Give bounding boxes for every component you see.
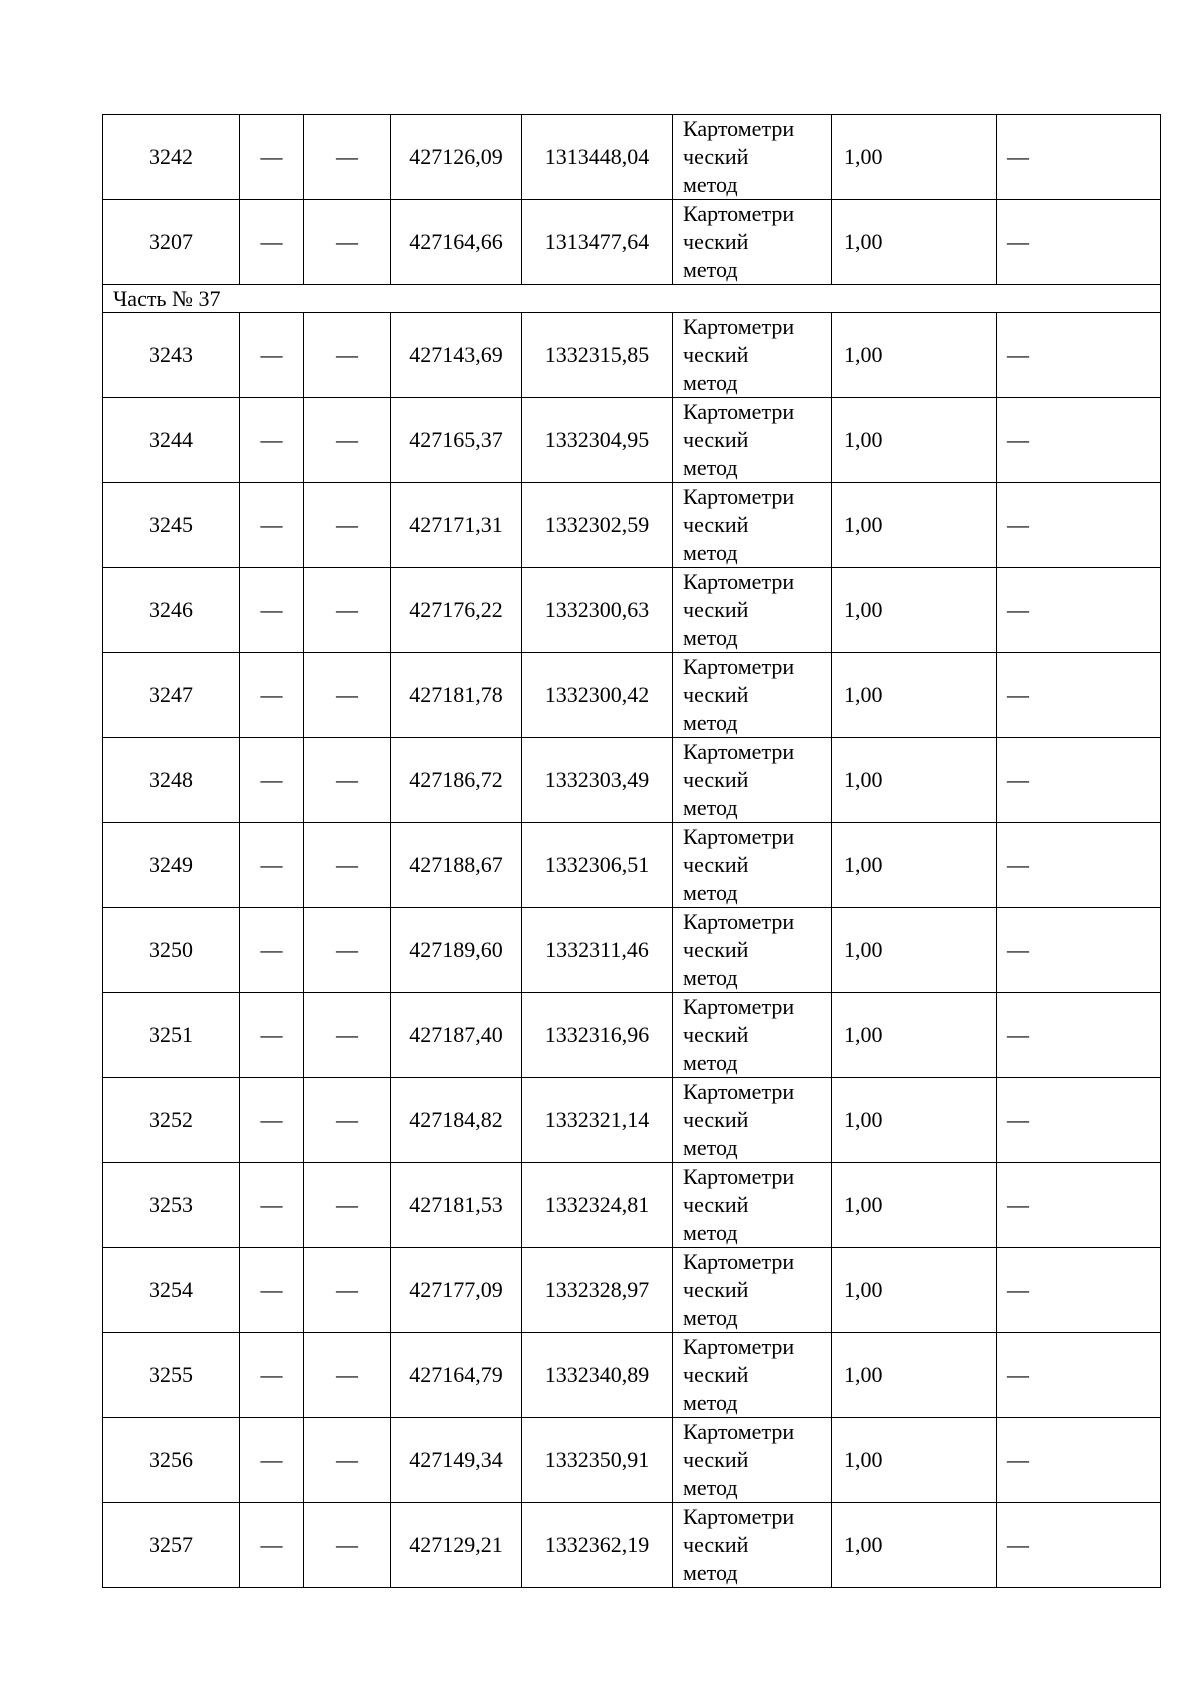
x-coordinate-cell: 427143,69 (391, 313, 522, 398)
table-row (103, 313, 1161, 398)
accuracy-cell: 1,00 (832, 993, 997, 1078)
method-cell (673, 738, 832, 823)
point-number-cell: 3243 (103, 313, 240, 398)
y-coordinate-cell: 1332300,63 (522, 568, 673, 653)
x-coordinate-cell: 427126,09 (391, 115, 522, 200)
point-number-cell: 3253 (103, 1163, 240, 1248)
accuracy-cell: 1,00 (832, 1248, 997, 1333)
y-coordinate-cell: 1332311,46 (522, 908, 673, 993)
method-cell (673, 1418, 832, 1503)
method-cell (673, 653, 832, 738)
method-text: Картометри ческий метод (683, 654, 795, 735)
accuracy-cell: 1,00 (832, 1503, 997, 1588)
point-number-cell: 3256 (103, 1418, 240, 1503)
point-number-cell: 3246 (103, 568, 240, 653)
method-cell (673, 993, 832, 1078)
empty-value-cell: — (304, 1418, 391, 1503)
empty-value-cell: — (240, 908, 304, 993)
x-coordinate-cell: 427164,66 (391, 200, 522, 285)
empty-value-cell: — (997, 568, 1161, 653)
method-text: Картометри ческий метод (683, 824, 795, 905)
table-row (103, 993, 1161, 1078)
y-coordinate-cell: 1332316,96 (522, 993, 673, 1078)
empty-value-cell: — (997, 738, 1161, 823)
empty-value-cell: — (240, 823, 304, 908)
point-number-cell: 3255 (103, 1333, 240, 1418)
method-text: Картометри ческий метод (683, 994, 795, 1075)
empty-value-cell: — (304, 568, 391, 653)
method-cell (673, 398, 832, 483)
table-row (103, 483, 1161, 568)
empty-value-cell: — (304, 1503, 391, 1588)
empty-value-cell: — (304, 115, 391, 200)
accuracy-cell: 1,00 (832, 313, 997, 398)
y-coordinate-cell: 1332328,97 (522, 1248, 673, 1333)
section-label: Часть № 37 (103, 285, 1161, 313)
accuracy-cell: 1,00 (832, 738, 997, 823)
y-coordinate-cell: 1332315,85 (522, 313, 673, 398)
y-coordinate-cell: 1332306,51 (522, 823, 673, 908)
empty-value-cell: — (240, 313, 304, 398)
empty-value-cell: — (997, 908, 1161, 993)
point-number-cell: 3247 (103, 653, 240, 738)
method-text: Картометри ческий метод (683, 1334, 795, 1415)
method-text: Картометри ческий метод (683, 1419, 795, 1500)
point-number-cell: 3254 (103, 1248, 240, 1333)
empty-value-cell: — (240, 738, 304, 823)
empty-value-cell: — (304, 653, 391, 738)
table-body (103, 115, 1161, 1588)
empty-value-cell: — (304, 993, 391, 1078)
accuracy-cell: 1,00 (832, 823, 997, 908)
point-number-cell: 3249 (103, 823, 240, 908)
empty-value-cell: — (240, 568, 304, 653)
empty-value-cell: — (240, 483, 304, 568)
empty-value-cell: — (240, 993, 304, 1078)
empty-value-cell: — (997, 200, 1161, 285)
method-cell (673, 1078, 832, 1163)
method-cell (673, 908, 832, 993)
method-cell (673, 115, 832, 200)
table-row (103, 738, 1161, 823)
y-coordinate-cell: 1332324,81 (522, 1163, 673, 1248)
y-coordinate-cell: 1313477,64 (522, 200, 673, 285)
point-number-cell: 3245 (103, 483, 240, 568)
empty-value-cell: — (997, 1078, 1161, 1163)
x-coordinate-cell: 427129,21 (391, 1503, 522, 1588)
point-number-cell: 3251 (103, 993, 240, 1078)
empty-value-cell: — (997, 1163, 1161, 1248)
x-coordinate-cell: 427149,34 (391, 1418, 522, 1503)
table-row (103, 1078, 1161, 1163)
empty-value-cell: — (240, 653, 304, 738)
y-coordinate-cell: 1332303,49 (522, 738, 673, 823)
method-text: Картометри ческий метод (683, 1164, 795, 1245)
table-row (103, 200, 1161, 285)
empty-value-cell: — (304, 1078, 391, 1163)
table-row (103, 1503, 1161, 1588)
accuracy-cell: 1,00 (832, 115, 997, 200)
x-coordinate-cell: 427164,79 (391, 1333, 522, 1418)
coordinates-table (102, 114, 1161, 1588)
empty-value-cell: — (304, 483, 391, 568)
empty-value-cell: — (997, 398, 1161, 483)
point-number-cell: 3244 (103, 398, 240, 483)
method-text: Картометри ческий метод (683, 569, 795, 650)
method-cell (673, 483, 832, 568)
accuracy-cell: 1,00 (832, 398, 997, 483)
x-coordinate-cell: 427188,67 (391, 823, 522, 908)
accuracy-cell: 1,00 (832, 200, 997, 285)
table-row (103, 1418, 1161, 1503)
method-text: Картометри ческий метод (683, 399, 795, 480)
accuracy-cell: 1,00 (832, 1333, 997, 1418)
y-coordinate-cell: 1332340,89 (522, 1333, 673, 1418)
table-row (103, 908, 1161, 993)
method-text: Картометри ческий метод (683, 1079, 795, 1160)
x-coordinate-cell: 427186,72 (391, 738, 522, 823)
accuracy-cell: 1,00 (832, 568, 997, 653)
table-row (103, 1333, 1161, 1418)
x-coordinate-cell: 427181,53 (391, 1163, 522, 1248)
accuracy-cell: 1,00 (832, 483, 997, 568)
y-coordinate-cell: 1332304,95 (522, 398, 673, 483)
empty-value-cell: — (304, 823, 391, 908)
point-number-cell: 3248 (103, 738, 240, 823)
empty-value-cell: — (997, 483, 1161, 568)
method-cell (673, 1503, 832, 1588)
table-row (103, 823, 1161, 908)
empty-value-cell: — (240, 1248, 304, 1333)
empty-value-cell: — (997, 823, 1161, 908)
y-coordinate-cell: 1313448,04 (522, 115, 673, 200)
y-coordinate-cell: 1332302,59 (522, 483, 673, 568)
empty-value-cell: — (304, 1163, 391, 1248)
empty-value-cell: — (997, 993, 1161, 1078)
empty-value-cell: — (240, 1418, 304, 1503)
empty-value-cell: — (304, 1333, 391, 1418)
x-coordinate-cell: 427181,78 (391, 653, 522, 738)
accuracy-cell: 1,00 (832, 908, 997, 993)
method-text: Картометри ческий метод (683, 484, 795, 565)
x-coordinate-cell: 427184,82 (391, 1078, 522, 1163)
empty-value-cell: — (304, 398, 391, 483)
point-number-cell: 3242 (103, 115, 240, 200)
accuracy-cell: 1,00 (832, 653, 997, 738)
empty-value-cell: — (997, 1418, 1161, 1503)
table-row (103, 115, 1161, 200)
empty-value-cell: — (997, 1248, 1161, 1333)
empty-value-cell: — (240, 115, 304, 200)
y-coordinate-cell: 1332300,42 (522, 653, 673, 738)
empty-value-cell: — (240, 200, 304, 285)
empty-value-cell: — (997, 1503, 1161, 1588)
empty-value-cell: — (304, 738, 391, 823)
method-cell (673, 200, 832, 285)
empty-value-cell: — (304, 908, 391, 993)
empty-value-cell: — (240, 1333, 304, 1418)
section-header-row (103, 285, 1161, 313)
method-text: Картометри ческий метод (683, 1249, 795, 1330)
method-text: Картометри ческий метод (683, 201, 795, 282)
empty-value-cell: — (304, 1248, 391, 1333)
y-coordinate-cell: 1332362,19 (522, 1503, 673, 1588)
point-number-cell: 3257 (103, 1503, 240, 1588)
accuracy-cell: 1,00 (832, 1418, 997, 1503)
table-row (103, 1248, 1161, 1333)
empty-value-cell: — (997, 313, 1161, 398)
x-coordinate-cell: 427187,40 (391, 993, 522, 1078)
empty-value-cell: — (240, 398, 304, 483)
empty-value-cell: — (997, 115, 1161, 200)
empty-value-cell: — (240, 1163, 304, 1248)
table-row (103, 568, 1161, 653)
y-coordinate-cell: 1332321,14 (522, 1078, 673, 1163)
point-number-cell: 3207 (103, 200, 240, 285)
method-cell (673, 1333, 832, 1418)
method-text: Картометри ческий метод (683, 116, 795, 197)
y-coordinate-cell: 1332350,91 (522, 1418, 673, 1503)
table-row (103, 653, 1161, 738)
x-coordinate-cell: 427171,31 (391, 483, 522, 568)
empty-value-cell: — (997, 1333, 1161, 1418)
x-coordinate-cell: 427165,37 (391, 398, 522, 483)
table-row (103, 398, 1161, 483)
table-row (103, 1163, 1161, 1248)
accuracy-cell: 1,00 (832, 1163, 997, 1248)
method-text: Картометри ческий метод (683, 314, 795, 395)
empty-value-cell: — (240, 1503, 304, 1588)
empty-value-cell: — (304, 200, 391, 285)
method-cell (673, 1248, 832, 1333)
method-text: Картометри ческий метод (683, 909, 795, 990)
point-number-cell: 3252 (103, 1078, 240, 1163)
method-cell (673, 823, 832, 908)
empty-value-cell: — (997, 653, 1161, 738)
x-coordinate-cell: 427177,09 (391, 1248, 522, 1333)
empty-value-cell: — (304, 313, 391, 398)
method-cell (673, 1163, 832, 1248)
method-text: Картометри ческий метод (683, 739, 795, 820)
accuracy-cell: 1,00 (832, 1078, 997, 1163)
x-coordinate-cell: 427189,60 (391, 908, 522, 993)
point-number-cell: 3250 (103, 908, 240, 993)
x-coordinate-cell: 427176,22 (391, 568, 522, 653)
method-cell (673, 568, 832, 653)
method-text: Картометри ческий метод (683, 1504, 795, 1585)
empty-value-cell: — (240, 1078, 304, 1163)
method-cell (673, 313, 832, 398)
